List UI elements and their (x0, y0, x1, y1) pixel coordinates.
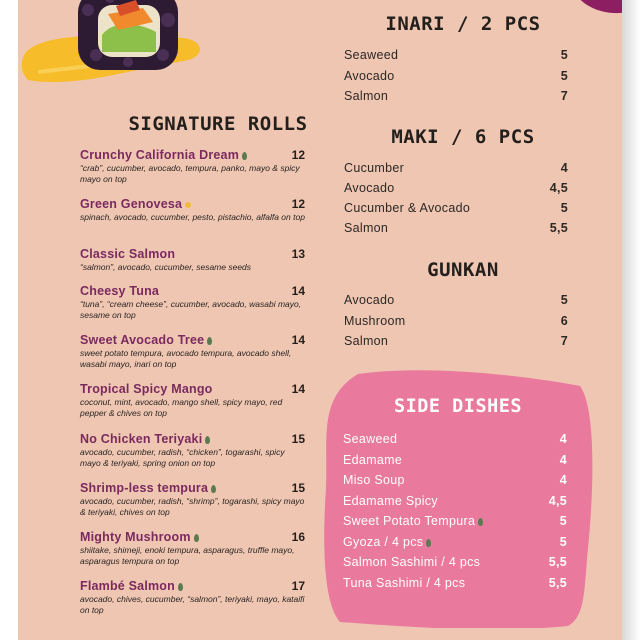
roll-name-text: Tropical Spicy Mango (80, 382, 213, 396)
item-name (343, 576, 465, 590)
maki-item (344, 161, 568, 175)
item-name (344, 89, 388, 103)
item-name-text: Edamame (343, 453, 403, 467)
vegan-leaf-icon (426, 539, 431, 547)
roll-price: 15 (291, 432, 305, 446)
roll-description: shiitake, shimeji, enoki tempura, asparagus, truffle mayo, asparagus tempura on top (80, 545, 295, 566)
gunkan-title: GUNKAN (427, 259, 499, 281)
roll-price: 17 (291, 579, 305, 593)
gunkan-item (344, 293, 568, 307)
roll-description: avocado, cucumber, radish, “chicken”, togarashi, spicy mayo & teriyaki, spring onion on top (80, 447, 285, 468)
item-name (343, 494, 438, 508)
item-price: 4,5 (548, 494, 567, 508)
item-name (344, 201, 470, 215)
vegan-leaf-icon (211, 485, 216, 493)
item-price: 4 (559, 473, 567, 487)
roll-item (80, 197, 305, 223)
item-name-text: Sweet Potato Tempura (343, 514, 476, 528)
spicy-icon (185, 202, 191, 208)
item-price: 4 (560, 161, 568, 175)
sushi-roll-illustration (18, 0, 218, 92)
roll-item (80, 333, 305, 370)
item-name (344, 161, 404, 175)
roll-description: “crab”, cucumber, avocado, tempura, panko, mayo & spicy mayo on top (80, 163, 300, 184)
item-price: 4 (559, 432, 567, 446)
item-price: 7 (560, 89, 568, 103)
inari-item (344, 48, 568, 62)
roll-price: 14 (291, 333, 305, 347)
corner-decoration (573, 0, 623, 18)
item-name (344, 181, 395, 195)
roll-description: “salmon”, avocado, cucumber, sesame seeds (80, 262, 252, 272)
roll-name (80, 197, 191, 211)
roll-description: avocado, cucumber, radish, “shrimp”, togarashi, spicy mayo & teriyaki, chives on top (80, 496, 305, 517)
roll-description: coconut, mint, avocado, mango shell, spicy mayo, red pepper & chives on top (80, 397, 283, 418)
inari-item (344, 89, 568, 103)
vegan-leaf-icon (478, 518, 483, 526)
item-name (343, 555, 480, 569)
roll-name-text: Sweet Avocado Tree (80, 333, 205, 347)
item-name-text: Cucumber (344, 161, 405, 175)
item-price: 5 (559, 514, 567, 528)
item-name (343, 473, 405, 487)
item-name-text: Cucumber & Avocado (344, 201, 471, 215)
item-name-text: Edamame Spicy (343, 494, 438, 508)
roll-item (80, 284, 305, 321)
item-name-text: Avocado (344, 69, 395, 83)
item-name (344, 48, 398, 62)
item-name-text: Avocado (344, 293, 395, 307)
roll-name (80, 284, 159, 298)
side-item (343, 494, 567, 508)
item-price: 5 (560, 69, 568, 83)
roll-name (80, 530, 199, 544)
roll-item (80, 247, 305, 273)
item-name-text: Salmon (344, 89, 389, 103)
item-name-text: Seaweed (344, 48, 399, 62)
item-name-text: Avocado (344, 181, 395, 195)
signature-rolls-title: SIGNATURE ROLLS (128, 113, 308, 135)
side-item (343, 555, 567, 569)
item-name (343, 453, 402, 467)
item-name-text: Tuna Sashimi / 4 pcs (343, 576, 466, 590)
item-price: 7 (560, 334, 568, 348)
roll-description: avocado, chives, cucumber, “salmon”, teriyaki, mayo, kataifi on top (80, 594, 305, 615)
item-price: 5,5 (548, 576, 567, 590)
roll-name (80, 247, 175, 261)
roll-name (80, 333, 212, 347)
roll-item (80, 579, 305, 616)
item-price: 4 (559, 453, 567, 467)
menu-page (18, 0, 623, 640)
roll-price: 13 (291, 247, 305, 261)
side-item (343, 576, 567, 590)
roll-name (80, 432, 210, 446)
item-name (344, 293, 395, 307)
maki-item (344, 181, 568, 195)
item-name (343, 535, 431, 549)
vegan-leaf-icon (205, 436, 210, 444)
roll-item (80, 481, 305, 518)
vegan-leaf-icon (207, 337, 212, 345)
roll-name-text: Flambé Salmon (80, 579, 175, 593)
roll-name-text: Shrimp-less tempura (80, 481, 209, 495)
roll-name-text: Crunchy California Dream (80, 148, 240, 162)
item-price: 5 (560, 201, 568, 215)
item-price: 5,5 (549, 221, 568, 235)
roll-description: “tuna”, “cream cheese”, cucumber, avocado, wasabi mayo, sesame on top (80, 299, 302, 320)
roll-price: 14 (291, 284, 305, 298)
maki-title: MAKI / 6 PCS (391, 126, 535, 148)
roll-item (80, 530, 305, 567)
item-name (344, 221, 388, 235)
item-name (344, 334, 388, 348)
item-name-text: Mushroom (344, 314, 406, 328)
maki-item (344, 221, 568, 235)
roll-name (80, 579, 183, 593)
item-name-text: Salmon (344, 334, 389, 348)
inari-item (344, 69, 568, 83)
roll-name-text: Classic Salmon (80, 247, 176, 261)
item-name-text: Miso Soup (343, 473, 405, 487)
item-price: 5,5 (548, 555, 567, 569)
item-name (344, 69, 395, 83)
page-edge (622, 0, 640, 640)
gunkan-item (344, 334, 568, 348)
roll-item (80, 148, 305, 185)
item-name-text: Seaweed (343, 432, 398, 446)
roll-price: 12 (291, 197, 305, 211)
side-item (343, 514, 567, 528)
side-item (343, 535, 567, 549)
roll-price: 15 (291, 481, 305, 495)
roll-price: 12 (291, 148, 305, 162)
side-dishes-title: SIDE DISHES (393, 396, 523, 417)
roll-name (80, 382, 213, 396)
vegan-leaf-icon (242, 152, 247, 160)
inari-title: INARI / 2 PCS (385, 13, 541, 35)
roll-name-text: Cheesy Tuna (80, 284, 160, 298)
item-price: 5 (559, 535, 567, 549)
item-name (343, 432, 397, 446)
roll-name-text: Green Genovesa (80, 197, 183, 211)
roll-item (80, 432, 305, 469)
roll-description: sweet potato tempura, avocado tempura, avocado shell, wasabi mayo, inari on top (80, 348, 292, 369)
maki-item (344, 201, 568, 215)
roll-price: 16 (291, 530, 305, 544)
side-item (343, 473, 567, 487)
item-name-text: Gyoza / 4 pcs (343, 535, 424, 549)
roll-name-text: No Chicken Teriyaki (80, 432, 203, 446)
roll-name (80, 481, 216, 495)
side-item (343, 432, 567, 446)
roll-price: 14 (291, 382, 305, 396)
roll-description: spinach, avocado, cucumber, pesto, pistachio, alfalfa on top (80, 212, 305, 222)
item-name (343, 514, 483, 528)
vegan-leaf-icon (194, 534, 199, 542)
item-price: 6 (560, 314, 568, 328)
item-price: 4,5 (549, 181, 568, 195)
item-price: 5 (560, 48, 568, 62)
side-item (343, 453, 567, 467)
roll-item (80, 382, 305, 419)
roll-name-text: Mighty Mushroom (80, 530, 191, 544)
item-name-text: Salmon (344, 221, 389, 235)
gunkan-item (344, 314, 568, 328)
item-name-text: Salmon Sashimi / 4 pcs (343, 555, 481, 569)
item-price: 5 (560, 293, 568, 307)
roll-name (80, 148, 247, 162)
vegan-leaf-icon (178, 583, 183, 591)
item-name (344, 314, 405, 328)
